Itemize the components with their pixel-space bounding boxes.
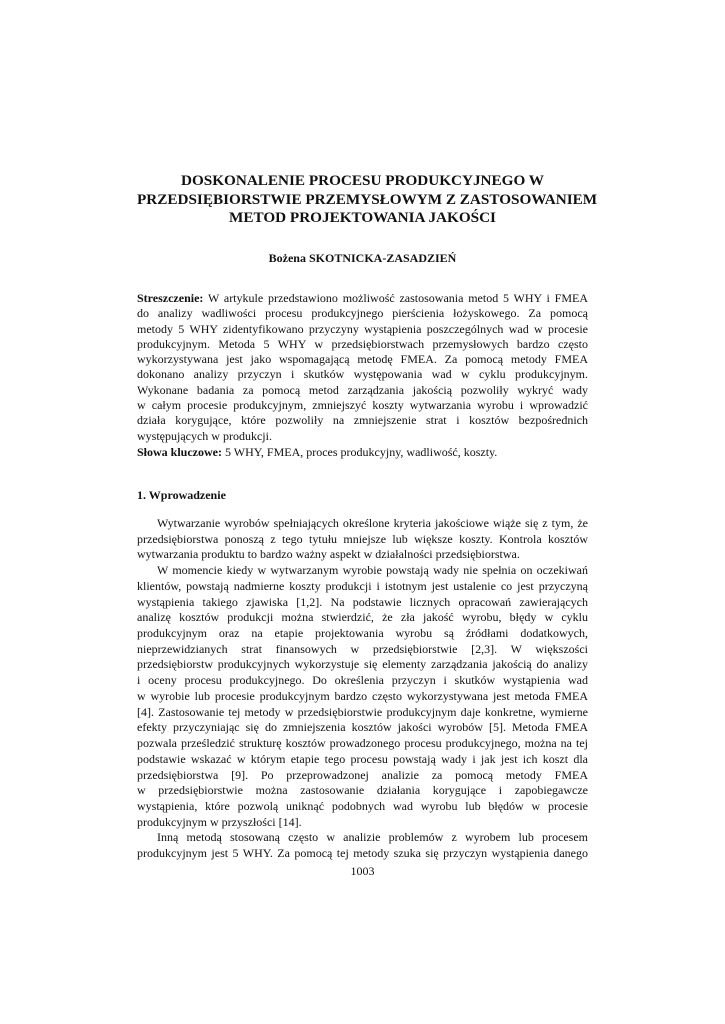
body-line: podstawie wskazać w którym etapie tego procesu powstają wady i jak jest ich koszt dla (137, 751, 588, 766)
body-line: W momencie kiedy w wytwarzanym wyrobie powstają wady nie spełnia on oczekiwań (157, 563, 588, 578)
abstract-line: Wykonane badania za pomocą metod zarządzania jakością pozwoliły wykryć wady (137, 382, 588, 397)
body-line: produkcyjnym oraz na etapie projektowania wyrobu są źródłami dodatkowych, (137, 626, 588, 641)
paper-title (137, 172, 598, 228)
abstract-line: produkcyjnym. Metoda 5 WHY w przedsiębiorstwach przemysłowych bardzo często (137, 336, 588, 351)
body-line: w przedsiębiorstwie można zastosowanie działania korygujące i zapobiegawcze (137, 783, 588, 798)
abstract-label: Streszczenie: (137, 291, 204, 305)
keywords-label: Słowa kluczowe: (137, 445, 222, 459)
body-line: wytwarzania produktu to bardzo ważny aspekt w działalności przedsiębiorstwa. (137, 547, 520, 562)
title-line: DOSKONALENIE PROCESU PRODUKCYJNEGO W (181, 172, 544, 189)
body-line: wystąpienia, które pozwolą uniknąć podobnych wad wyrobu lub błędów w procesie (137, 798, 588, 813)
abstract-line: działa korygujące, które pozwoliły na zmniejszenie strat i kosztów bezpośrednich (137, 413, 588, 428)
body-line: przedsiębiorstw produkcyjnych wykorzystuje się elementy zarządzania jakością do analizy (137, 657, 588, 672)
abstract-first-text: W artykule przedstawiono możliwość zastosowania metod 5 WHY i FMEA (203, 291, 588, 305)
body-line: klientów, powstają nadmierne koszty produkcji i istotnym jest ustalenie co jest przyczyną (137, 578, 588, 593)
body-line: przedsiębiorstwa [9]. Po przeprowadzonej analizie za pomocą metody FMEA (137, 767, 588, 782)
keywords-line (137, 445, 588, 460)
abstract-line: występujących w produkcji. (137, 428, 272, 443)
body-line: efekty przyczyniając się do zmniejszenia kosztów jakości wyrobów [5]. Metoda FMEA (137, 720, 588, 735)
abstract-first-line (137, 291, 588, 306)
introduction-body (137, 516, 588, 862)
body-line: Wytwarzanie wyrobów spełniających określone kryteria jakościowe wiąże się z tym, że (157, 516, 588, 530)
keywords (137, 445, 588, 460)
page-number: 1003 (350, 864, 375, 878)
abstract-line: do analizy wadliwości procesu produkcyjnego pierścienia łożyskowego. Za pomocą (137, 306, 588, 321)
title-line: METOD PROJEKTOWANIA JAKOŚCI (229, 209, 496, 226)
body-line: produkcyjnym w przyszłości [14]. (137, 814, 302, 829)
body-line: i oceny procesu produkcyjnego. Do określenia przyczyn i skutków wystąpienia wad (137, 673, 588, 688)
author-name: Bożena SKOTNICKA-ZASADZIEŃ (268, 251, 457, 265)
body-line: pozwala prześledzić strukturę kosztów prowadzonego procesu produkcyjnego, można na tej (137, 736, 588, 751)
abstract-line: dokonano analizy przyczyn i skutków występowania wad w cyklu produkcyjnym. (137, 367, 588, 382)
abstract-line: w całym procesie produkcyjnym, zmniejszyć koszty wytwarzania wyrobu i wprowadzić (137, 398, 588, 413)
body-line: analizę kosztów produkcji można stwierdzić, że zła jakość wyrobu, błędy w cyklu (137, 610, 588, 625)
body-line: nieprzewidzianych strat finansowych w przedsiębiorstwie [2,3]. W większości (137, 641, 588, 656)
body-line: w wyrobie lub procesie produkcyjnym bardzo często wykorzystywana jest metoda FMEA (137, 688, 588, 703)
abstract-line: metody 5 WHY zidentyfikowano przyczyny wystąpienia poszczególnych wad w procesie (137, 321, 588, 336)
keywords-text: 5 WHY, FMEA, proces produkcyjny, wadliwość, koszty. (222, 445, 498, 459)
section-heading: 1. Wprowadzenie (137, 488, 226, 502)
abstract-line: wykorzystywana jest jako wspomagającą metodę FMEA. Za pomocą metody FMEA (137, 352, 588, 367)
body-line: [4]. Zastosowanie tej metody w przedsiębiorstwie produkcyjnym daje konkretne, wymierne (137, 704, 588, 719)
body-line: przedsiębiorstwa ponoszą z tego tytułu mniejsze lub większe koszty. Kontrola kosztów (137, 531, 588, 546)
title-line: PRZEDSIĘBIORSTWIE PRZEMYSŁOWYM Z ZASTOSOWANIEM (137, 190, 598, 208)
body-line: Inną metodą stosowaną często w analizie problemów z wyrobem lub procesem (157, 830, 588, 845)
body-line: wystąpienia takiego zjawiska [1,2]. Na podstawie licznych opracowań zawierających (137, 594, 588, 609)
body-line: produkcyjnym jest 5 WHY. Za pomocą tej metody szuka się przyczyn wystąpienia danego (137, 846, 588, 861)
abstract (137, 291, 588, 444)
